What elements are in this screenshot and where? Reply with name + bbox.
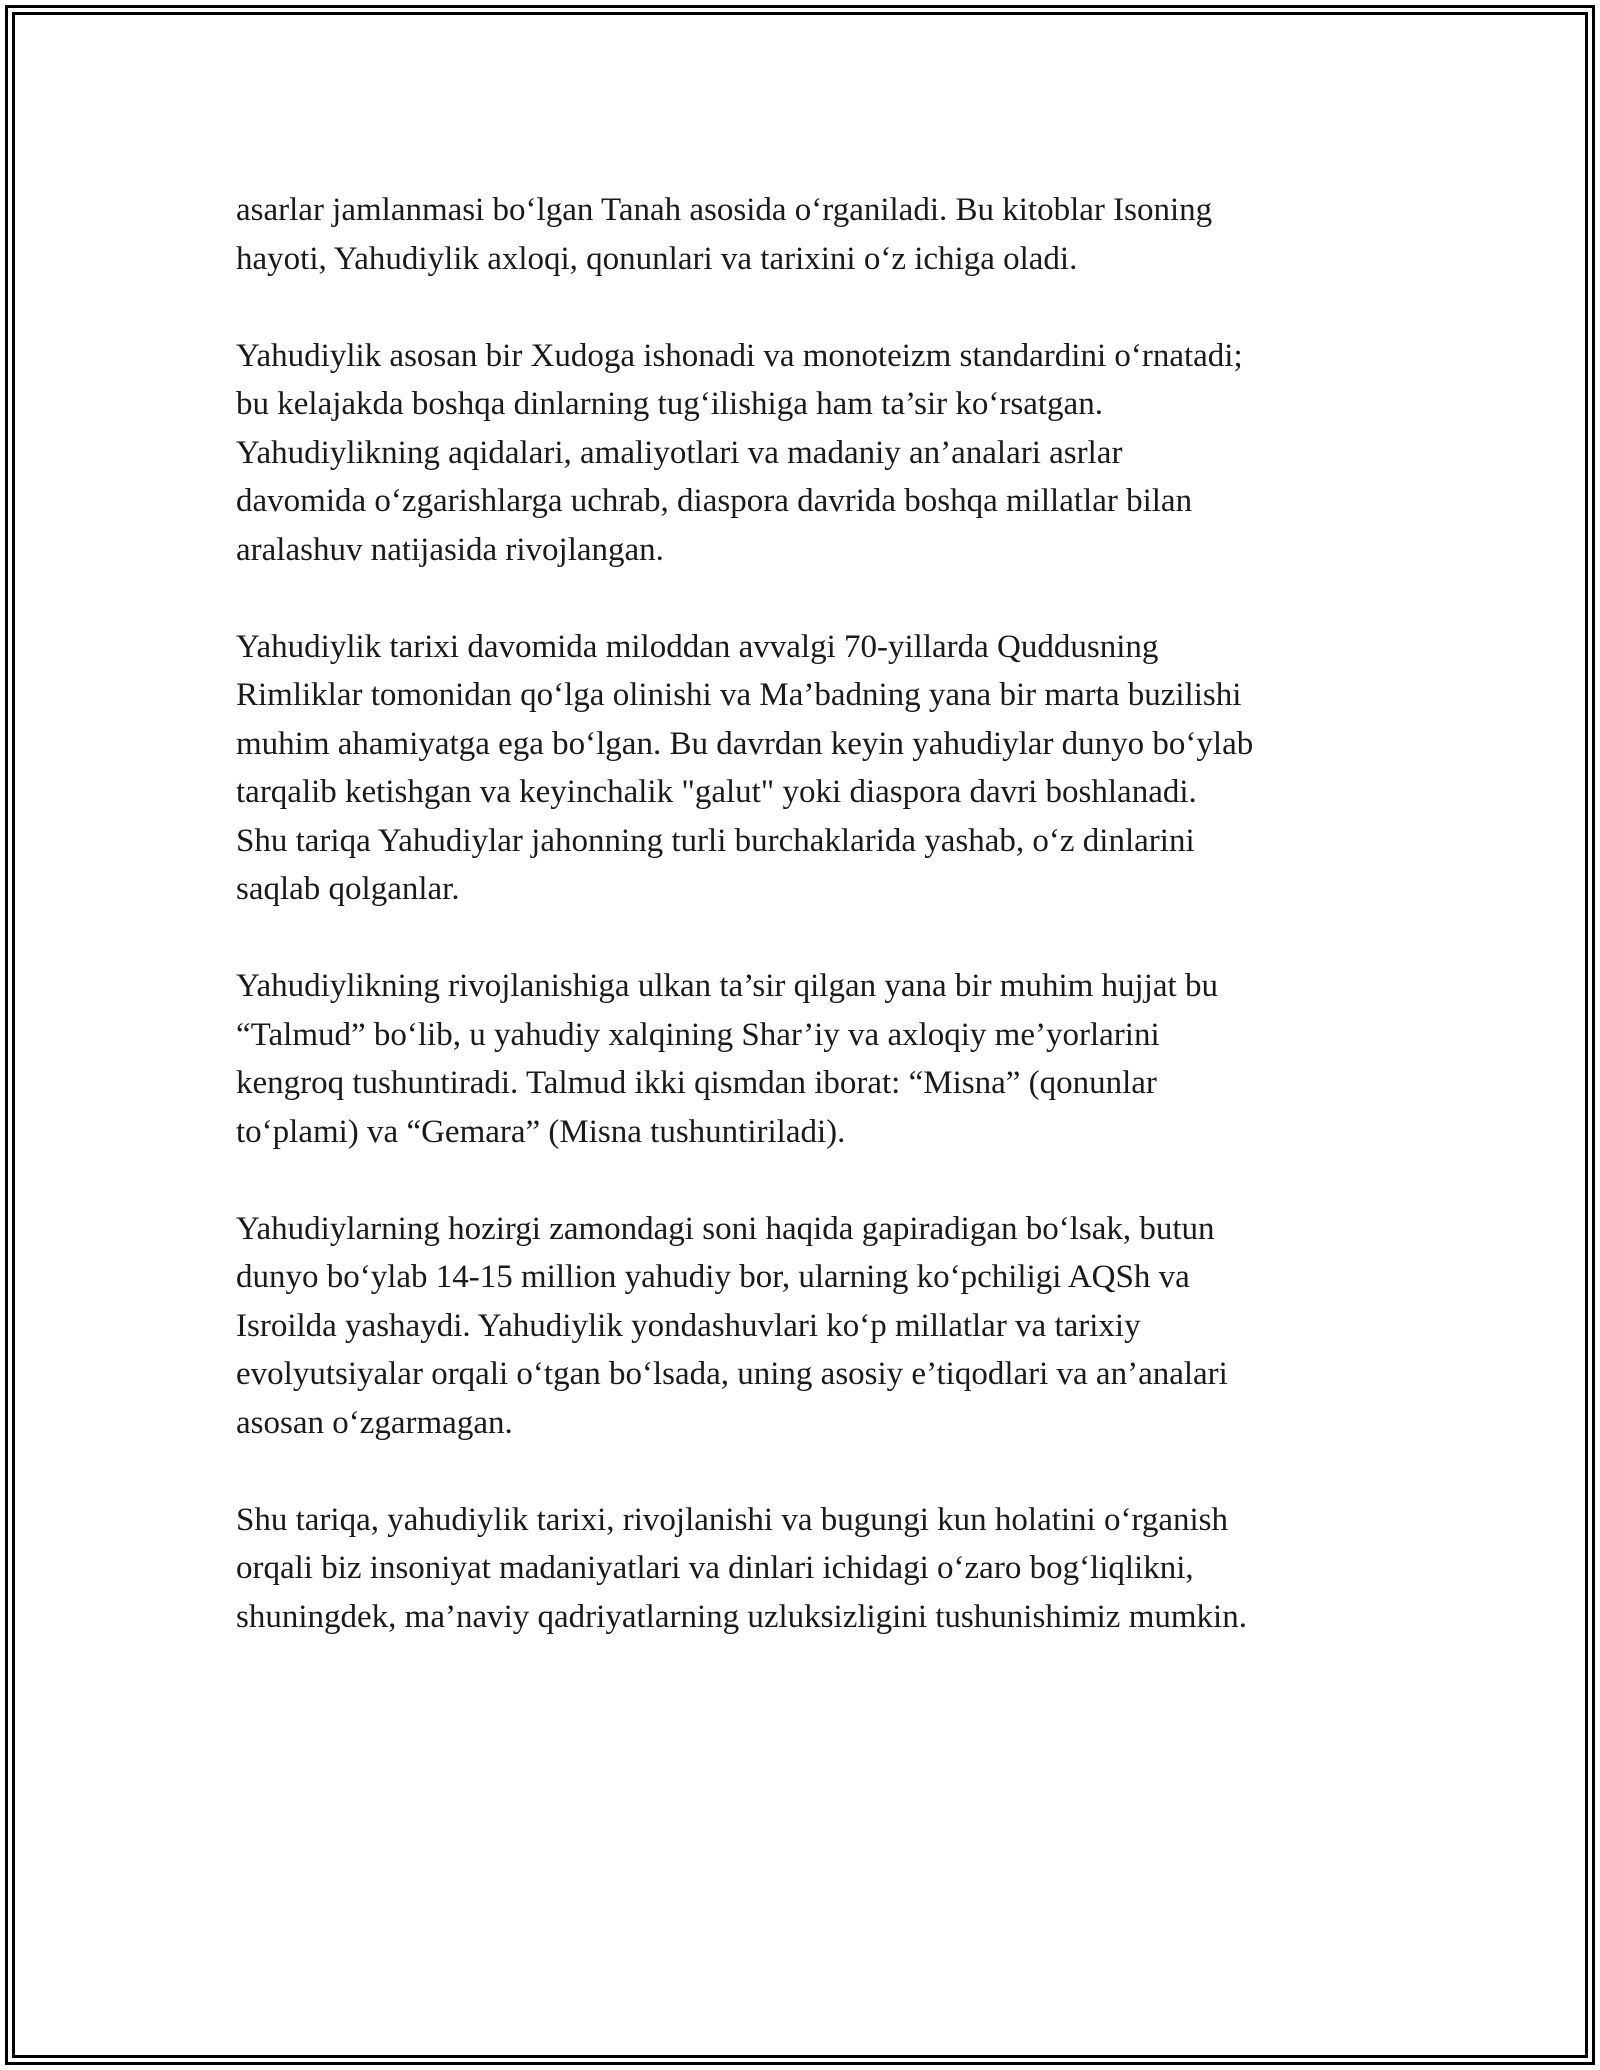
text-line: Yahudiylikning rivojlanishiga ulkan ta’sir qilgan yana bir muhim hujjat bu bbox=[236, 968, 1218, 1004]
text-line: Shu tariqa Yahudiylar jahonning turli burchaklarida yashab, o‘z dinlarini bbox=[236, 822, 1195, 859]
text-line: asosan o‘zgarmagan. bbox=[236, 1404, 513, 1441]
text-line: Isroilda yashaydi. Yahudiylik yondashuvlari ko‘p millatlar va tarixiy bbox=[236, 1307, 1141, 1344]
text-line: Yahudiylarning hozirgi zamondagi soni haqida gapiradigan bo‘lsak, butun bbox=[236, 1210, 1215, 1247]
text-line: Yahudiylik asosan bir Xudoga ishonadi va monoteizm standardini o‘rnatadi; bbox=[236, 337, 1243, 374]
text-line: aralashuv natijasida rivojlangan. bbox=[236, 531, 664, 568]
paragraph-3 bbox=[236, 623, 1396, 914]
paragraph-4 bbox=[236, 962, 1396, 1156]
text-line: dunyo bo‘ylab 14-15 million yahudiy bor, ularning ko‘pchiligi AQSh va bbox=[236, 1259, 1190, 1295]
text-line: evolyutsiyalar orqali o‘tgan bo‘lsada, uning asosiy e’tiqodlari va an’analari bbox=[236, 1356, 1228, 1392]
text-line: davomida o‘zgarishlarga uchrab, diaspora davrida boshqa millatlar bilan bbox=[236, 483, 1193, 519]
text-line: Shu tariqa, yahudiylik tarixi, rivojlanishi va bugungi kun holatini o‘rganish bbox=[236, 1501, 1229, 1538]
text-line: kengroq tushuntiradi. Talmud ikki qismdan iborat: “Misna” (qonunlar bbox=[236, 1065, 1157, 1101]
text-line: tarqalib ketishgan va keyinchalik "galut" yoki diaspora davri boshlanadi. bbox=[236, 774, 1197, 810]
text-line: muhim ahamiyatga ega bo‘lgan. Bu davrdan keyin yahudiylar dunyo bo‘ylab bbox=[236, 725, 1254, 762]
document-body bbox=[236, 186, 1396, 1690]
paragraph-5 bbox=[236, 1205, 1396, 1448]
text-line: saqlab qolganlar. bbox=[236, 871, 460, 907]
text-line: to‘plami) va “Gemara” (Misna tushuntiriladi). bbox=[236, 1113, 846, 1150]
paragraph-2 bbox=[236, 332, 1396, 575]
text-line: shuningdek, ma’naviy qadriyatlarning uzluksizligini tushunishimiz mumkin. bbox=[236, 1598, 1247, 1635]
text-line: orqali biz insoniyat madaniyatlari va dinlari ichidagi o‘zaro bog‘liqlikni, bbox=[236, 1550, 1194, 1586]
text-line: asarlar jamlanmasi bo‘lgan Tanah asosida o‘rganiladi. Bu kitoblar Isoning bbox=[236, 192, 1213, 228]
text-line: “Talmud” bo‘lib, u yahudiy xalqining Shar’iy va axloqiy me’yorlarini bbox=[236, 1016, 1160, 1053]
paragraph-6 bbox=[236, 1496, 1396, 1642]
text-line: hayoti, Yahudiylik axloqi, qonunlari va tarixini o‘z ichiga oladi. bbox=[236, 240, 1078, 277]
paragraph-1 bbox=[236, 186, 1396, 283]
text-line: bu kelajakda boshqa dinlarning tug‘ilishiga ham ta’sir ko‘rsatgan. bbox=[236, 386, 1103, 422]
text-line: Rimliklar tomonidan qo‘lga olinishi va Ma’badning yana bir marta buzilishi bbox=[236, 677, 1242, 713]
text-line: Yahudiylik tarixi davomida miloddan avvalgi 70-yillarda Quddusning bbox=[236, 628, 1159, 665]
text-line: Yahudiylikning aqidalari, amaliyotlari va madaniy an’analari asrlar bbox=[236, 434, 1123, 471]
